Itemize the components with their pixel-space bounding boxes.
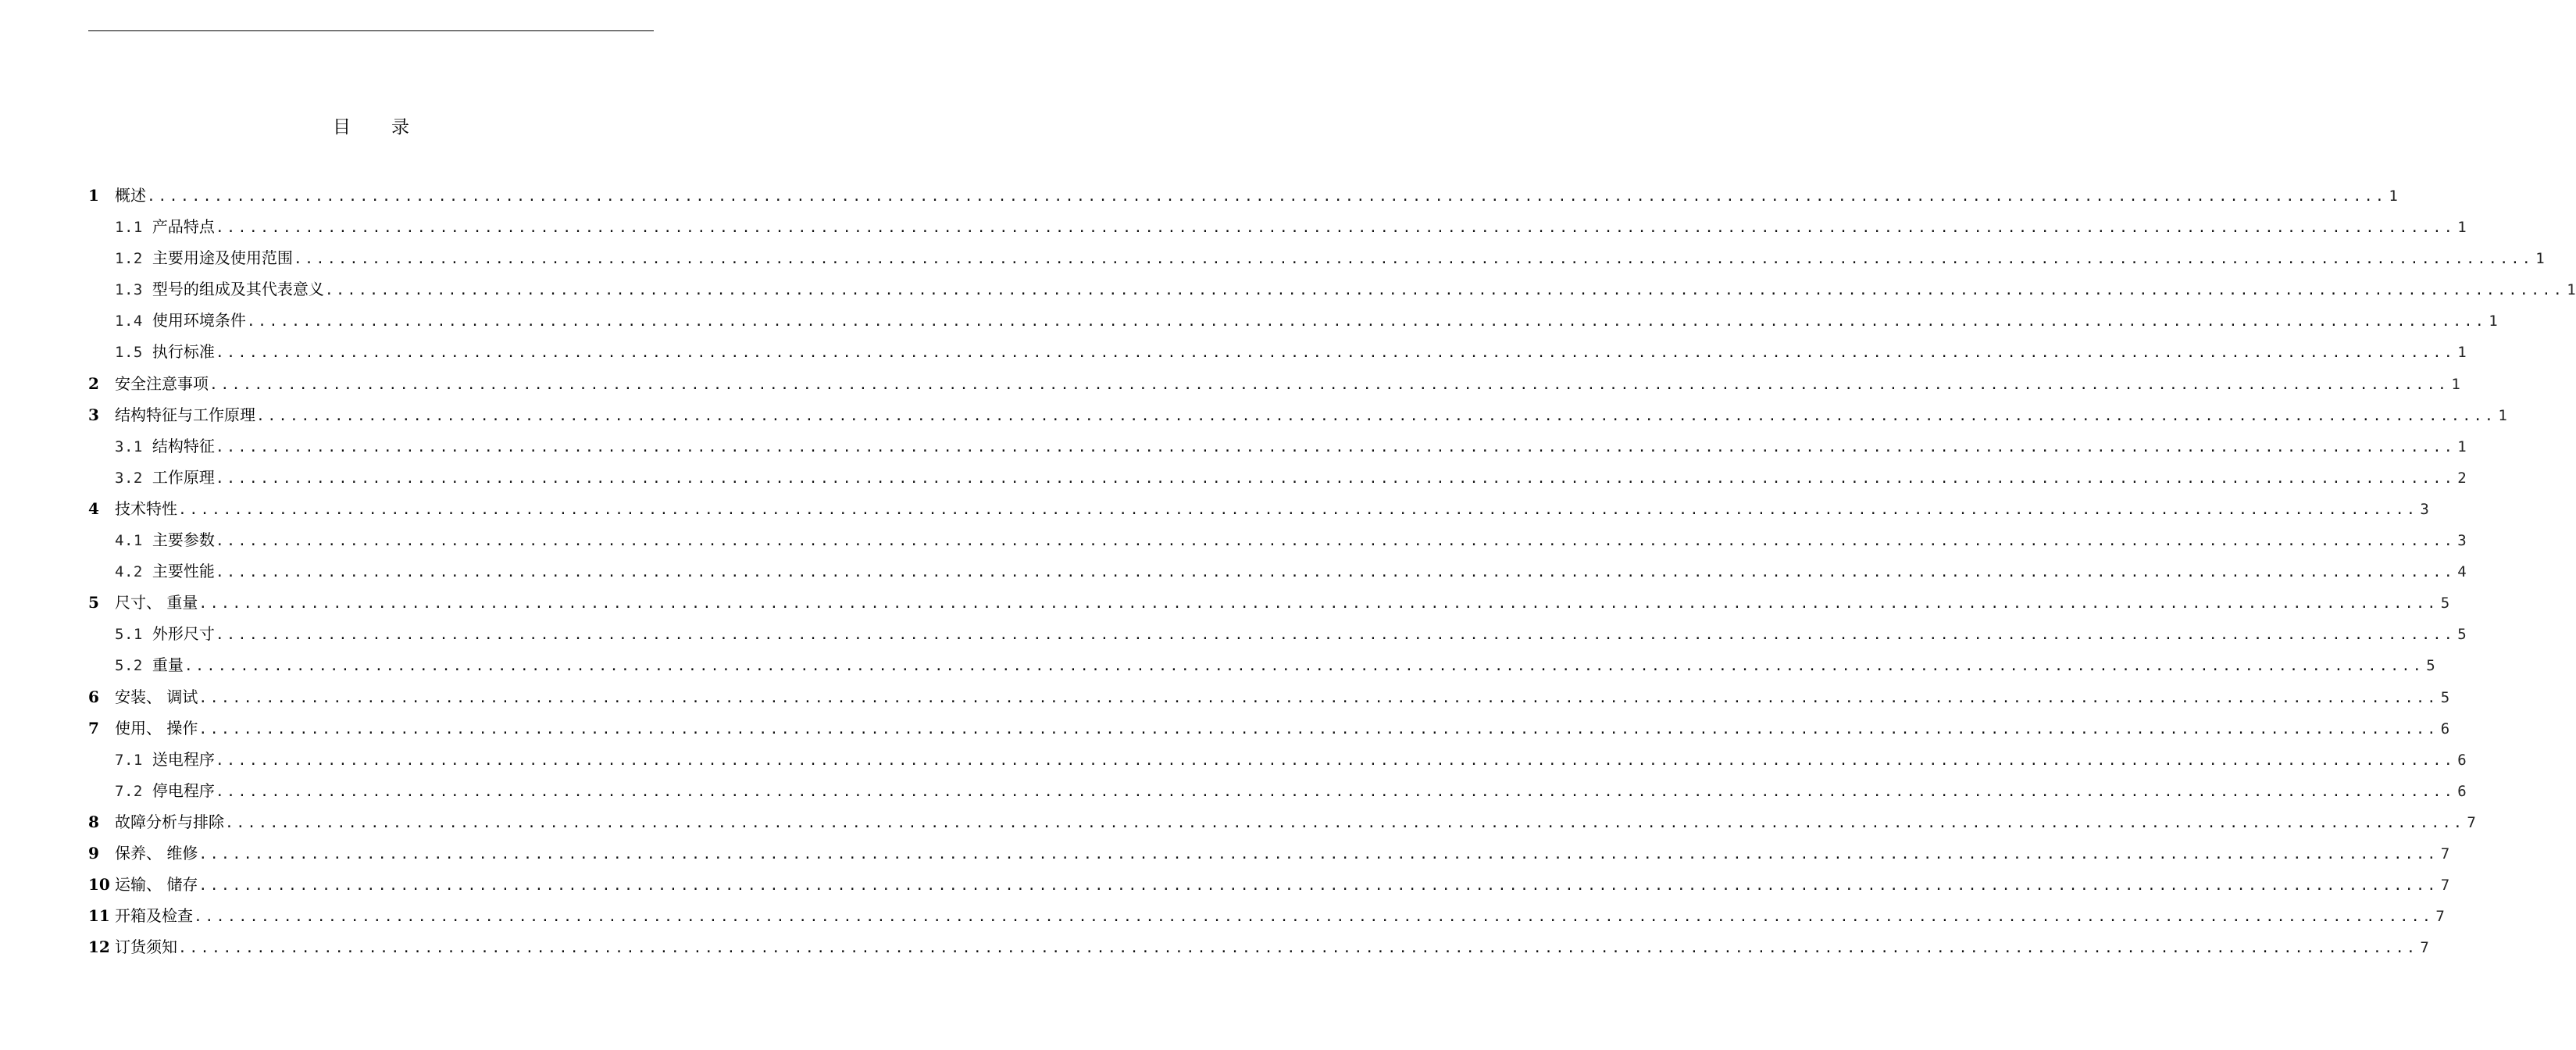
toc-entry-label: 主要参数 [152, 530, 215, 550]
toc-entry-page: 7 [2467, 813, 2476, 831]
toc-entry[interactable] [88, 806, 2476, 838]
toc-entry-number: 4.1 [115, 532, 143, 550]
toc-entry[interactable] [88, 587, 2450, 618]
toc-entry[interactable] [88, 649, 2435, 680]
toc-entry-page: 5 [2440, 595, 2450, 612]
toc-entry-number: 11 [88, 906, 110, 926]
toc-entry-number: 5.1 [115, 626, 143, 644]
dot-leader: ........................................................................................................................................................................................................ [215, 345, 2456, 362]
toc-entry-page: 1 [2535, 250, 2545, 268]
toc-entry-number: 1.4 [115, 312, 143, 330]
dot-leader: ........................................................................................................................................................................................................ [198, 877, 2439, 895]
toc-entry-page: 5 [2440, 688, 2450, 706]
toc-entry[interactable] [88, 336, 2467, 367]
toc-entry-number: 9 [88, 843, 99, 862]
toc-entry-page: 5 [2426, 657, 2435, 675]
dot-leader: ........................................................................................................................................................................................................ [198, 689, 2439, 706]
dot-leader: ........................................................................................................................................................................................................ [215, 627, 2456, 644]
dot-leader: ........................................................................................................................................................................................................ [184, 658, 2424, 675]
toc-entry-label: 使用环境条件 [152, 311, 246, 330]
toc-entry[interactable] [88, 242, 2545, 273]
toc-entry[interactable] [88, 305, 2498, 336]
toc-entry[interactable] [88, 368, 2460, 399]
toc-entry[interactable] [88, 430, 2467, 462]
toc-entry-page: 1 [2457, 438, 2467, 455]
dot-leader: ........................................................................................................................................................................................................ [215, 783, 2456, 800]
toc-entry-label: 技术特性 [115, 498, 177, 518]
toc-entry-number: 10 [88, 875, 110, 895]
dot-leader: ........................................................................................................................................................................................................ [198, 720, 2439, 738]
toc-entry-page: 7 [2420, 939, 2429, 957]
toc-entry[interactable] [88, 900, 2445, 931]
toc-title-left: 目 [333, 117, 351, 138]
toc-entry[interactable] [88, 180, 2398, 211]
toc-entry[interactable] [88, 775, 2467, 806]
toc-entry-label: 运输、 储存 [115, 875, 198, 895]
toc-entry-label: 产品特点 [152, 217, 215, 237]
toc-entry-label: 开箱及检查 [115, 906, 193, 926]
toc-entry-page: 1 [2567, 281, 2576, 299]
toc-entry-label: 订货须知 [115, 938, 177, 957]
toc-entry-label: 安装、 调试 [115, 687, 198, 706]
toc-entry-page: 6 [2440, 720, 2450, 738]
dot-leader: ........................................................................................................................................................................................................ [215, 220, 2456, 237]
toc-entry[interactable] [88, 555, 2467, 587]
header-rule [88, 30, 654, 31]
toc-entry-page: 7 [2440, 845, 2450, 862]
toc-entry-number: 1 [88, 186, 99, 205]
toc-entry-label: 使用、 操作 [115, 718, 198, 738]
toc-entry-number: 5 [88, 593, 99, 612]
toc-entry-label: 型号的组成及其代表意义 [152, 280, 324, 299]
dot-leader: ........................................................................................................................................................................................................ [215, 438, 2456, 455]
toc-entry-number: 3.2 [115, 469, 143, 487]
toc-entry-number: 1.5 [115, 344, 143, 362]
toc-entry-page: 7 [2435, 908, 2445, 926]
toc-entry-label: 尺寸、 重量 [115, 593, 198, 612]
dot-leader: ........................................................................................................................................................................................................ [178, 940, 2418, 957]
toc-entry-number: 5.2 [115, 657, 143, 675]
toc-entry-label: 概述 [115, 186, 146, 205]
toc-entry-page: 1 [2457, 219, 2467, 237]
dot-leader: ........................................................................................................................................................................................................ [293, 251, 2534, 268]
toc-entry-page: 1 [2389, 188, 2398, 205]
dot-leader: ........................................................................................................................................................................................................ [178, 501, 2418, 518]
toc-entry-label: 保养、 维修 [115, 843, 198, 862]
toc-entry-number: 1.2 [115, 250, 143, 268]
toc-entry[interactable] [88, 744, 2467, 775]
toc-entry-label: 结构特征 [152, 436, 215, 455]
toc-entry-page: 2 [2457, 469, 2467, 487]
toc-entry-page: 5 [2457, 626, 2467, 644]
toc-entry-number: 1.1 [115, 219, 143, 237]
dot-leader: ........................................................................................................................................................................................................ [246, 313, 2487, 330]
dot-leader: ........................................................................................................................................................................................................ [215, 752, 2456, 769]
toc-entry-page: 1 [2457, 344, 2467, 362]
toc-entry[interactable] [88, 524, 2467, 555]
toc-entry-label: 结构特征与工作原理 [115, 405, 255, 424]
dot-leader: ........................................................................................................................................................................................................ [215, 470, 2456, 487]
toc-entry[interactable] [88, 681, 2450, 712]
dot-leader: ........................................................................................................................................................................................................ [256, 407, 2496, 424]
toc-entry[interactable] [88, 211, 2467, 242]
toc-entry-number: 7.1 [115, 751, 143, 769]
toc-entry[interactable] [88, 618, 2467, 649]
toc-entry-number: 3 [88, 405, 99, 424]
toc-entry-number: 3.1 [115, 438, 143, 455]
dot-leader: ........................................................................................................................................................................................................ [147, 188, 2387, 205]
toc-entry[interactable] [88, 838, 2450, 869]
toc-entry[interactable] [88, 493, 2429, 524]
toc-entry-page: 1 [2498, 406, 2507, 424]
toc-entry-number: 6 [88, 687, 99, 706]
toc-entry-label: 工作原理 [152, 467, 215, 487]
toc-entry-label: 执行标准 [152, 342, 215, 362]
toc-entry-label: 主要用途及使用范围 [152, 248, 293, 268]
toc-entry-label: 送电程序 [152, 749, 215, 769]
dot-leader: ........................................................................................................................................................................................................ [198, 845, 2439, 862]
toc-entry-page: 1 [2489, 312, 2498, 330]
toc-entry-number: 7.2 [115, 782, 143, 800]
toc-entry[interactable] [88, 931, 2429, 962]
toc-entry[interactable] [88, 273, 2576, 305]
dot-leader: ........................................................................................................................................................................................................ [324, 282, 2565, 299]
toc-entry-page: 6 [2457, 782, 2467, 800]
toc-entry-page: 6 [2457, 751, 2467, 769]
toc-entry-page: 3 [2457, 532, 2467, 550]
toc-entry-number: 7 [88, 718, 99, 738]
toc-entry-label: 安全注意事项 [115, 373, 209, 393]
toc-entry[interactable] [88, 712, 2450, 744]
toc-title [0, 116, 742, 139]
toc-entry-number: 4.2 [115, 563, 143, 581]
toc-entry-page: 4 [2457, 563, 2467, 581]
dot-leader: ........................................................................................................................................................................................................ [225, 814, 2465, 831]
dot-leader: ........................................................................................................................................................................................................ [198, 595, 2439, 612]
toc-entry-number: 1.3 [115, 281, 143, 299]
toc-entry-label: 外形尺寸 [152, 624, 215, 644]
dot-leader: ........................................................................................................................................................................................................ [215, 564, 2456, 581]
toc-entry-number: 12 [88, 938, 110, 957]
dot-leader: ........................................................................................................................................................................................................ [215, 533, 2456, 550]
toc-title-right: 录 [391, 117, 409, 138]
toc-entry-label: 主要性能 [152, 562, 215, 581]
toc-entry-label: 停电程序 [152, 780, 215, 800]
toc-entry-page: 7 [2440, 877, 2450, 895]
toc-entry-number: 2 [88, 373, 99, 393]
toc-entry-number: 4 [88, 498, 99, 518]
toc-entry-page: 1 [2451, 375, 2460, 393]
dot-leader: ........................................................................................................................................................................................................ [209, 376, 2449, 393]
toc-entry[interactable] [88, 869, 2450, 900]
toc-entry-number: 8 [88, 812, 99, 831]
toc-entry-page: 3 [2420, 500, 2429, 518]
dot-leader: ........................................................................................................................................................................................................ [194, 909, 2434, 926]
toc-entry-label: 重量 [152, 655, 184, 675]
toc-entry[interactable] [88, 399, 2507, 430]
toc-entry[interactable] [88, 462, 2467, 493]
toc-entry-label: 故障分析与排除 [115, 812, 224, 831]
table-of-contents [88, 180, 2576, 962]
